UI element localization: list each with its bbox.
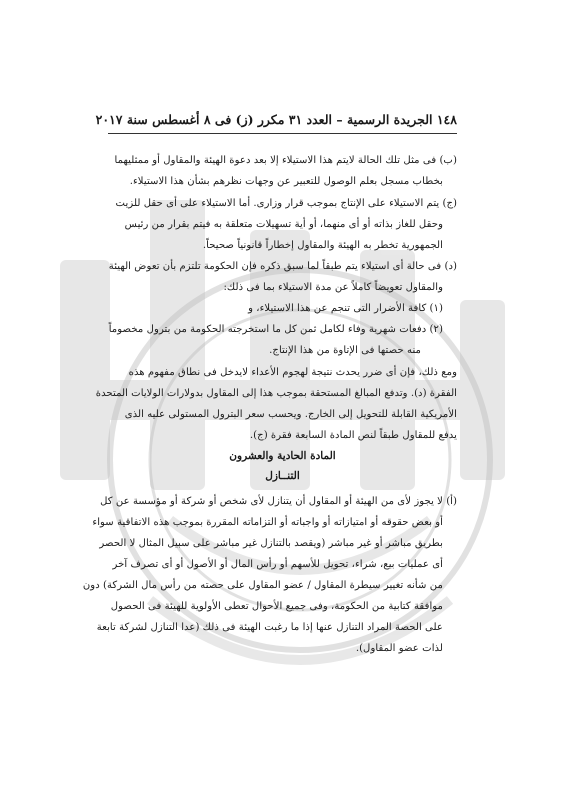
text-line: وحقل للغاز بذاته أو أى منهما، أو أية تسهيلات متعلقة به فيتم بقرار من رئيس (124, 219, 443, 230)
paragraph-j (115, 193, 457, 256)
text-line: والمقاول تعويضاً كاملاً عن مدة الاستيلاء بما فى ذلك: (223, 282, 443, 293)
paragraph-b (114, 150, 457, 192)
text-line: من شأنه تغيير سيطرة المقاول / عضو المقاول على حصته من رأس مال الشركة) دون (82, 580, 443, 591)
text-line: الفقرة (د). وتدفع المبالغ المستحقة بموجب هذا إلى المقاول بدولارات الولايات المتحدة (95, 388, 457, 399)
text-line: (أ) لا يجوز لأى من الهيئة أو المقاول أن يتنازل لأى شخص أو شركة أو مؤسسة عن كل (100, 496, 457, 507)
text-line: أو بعض حقوقه أو امتيازاته أو واجباته أو التزاماته المقررة بموجب هذه الاتفاقية سواء (92, 517, 443, 528)
header-rule (108, 133, 457, 134)
text-line: (١) كافة الأضرار التى تنجم عن هذا الاستيلاء، و (248, 303, 443, 314)
paragraph-a (82, 491, 457, 659)
text-line: الأمريكية القابلة للتحويل إلى الخارج. ويحسب سعر البترول المستولى عليه الذى (124, 409, 457, 420)
text-line: لذات عضو المقاول). (355, 643, 443, 654)
text-line: يدفع للمقاول طبقاً لنص المادة السابعة فقرة (ج). (249, 430, 457, 441)
paragraph-d1 (118, 298, 457, 319)
text-line: منه حصتها فى الإتاوة من هذا الإنتاج. (269, 345, 421, 356)
paragraph-d2 (108, 319, 457, 361)
article-subtitle: التنــازل (265, 470, 300, 482)
article-title: المادة الحادية والعشرون (229, 450, 336, 462)
text-line: أى عمليات بيع، شراء، تحويل للأسهم أو رأس المال أو الأصول أو أى تصرف آخر (112, 559, 443, 570)
text-line: ومع ذلك، فإن أى ضرر يحدث نتيجة لهجوم الأعداء لايدخل فى نطاق مفهوم هذه (128, 367, 457, 378)
text-line: الجمهورية تخطر به الهيئة والمقاول إخطاراً قانونياً صحيحاً. (202, 240, 443, 251)
text-line: (ب) فى مثل تلك الحالة لايتم هذا الاستيلاء إلا بعد دعوة الهيئة والمقاول أو ممثليهما (114, 155, 457, 166)
text-line: على الحصة المراد التنازل عنها إذا ما رغبت الهيئة فى ذلك (عدا التنازل لشركة تابعة (96, 622, 443, 633)
paragraph-war (95, 362, 457, 446)
text-line: (د) فى حالة أى استيلاء يتم طبقاً لما سبق ذكره فإن الحكومة تلتزم بأن تعوض الهيئة (108, 261, 457, 272)
page-header: ١٤٨ الجريدة الرسمية – العدد ٣١ مكرر (ز) فى ٨ أغسطس سنة ٢٠١٧ (95, 112, 457, 127)
text-line: (٢) دفعات شهرية وفاء لكامل ثمن كل ما استخرجته الحكومة من بترول مخصوماً (108, 324, 443, 335)
text-line: بطريق مباشر أو غير مباشر (ويقصد بالتنازل غير مباشر على سبيل المثال لا الحصر (99, 538, 443, 549)
text-line: بخطاب مسجل بعلم الوصول للتعبير عن وجهات نظرهم بشأن هذا الاستيلاء. (129, 176, 443, 187)
text-line: (ج) يتم الاستيلاء على الإنتاج بموجب قرار وزارى. أما الاستيلاء على أى حقل للزيت (115, 198, 457, 209)
paragraph-d (108, 256, 457, 298)
text-line: موافقة كتابية من الحكومة، وفى جميع الأحوال تعطى الأولوية للهيئة فى الحصول (110, 601, 443, 612)
